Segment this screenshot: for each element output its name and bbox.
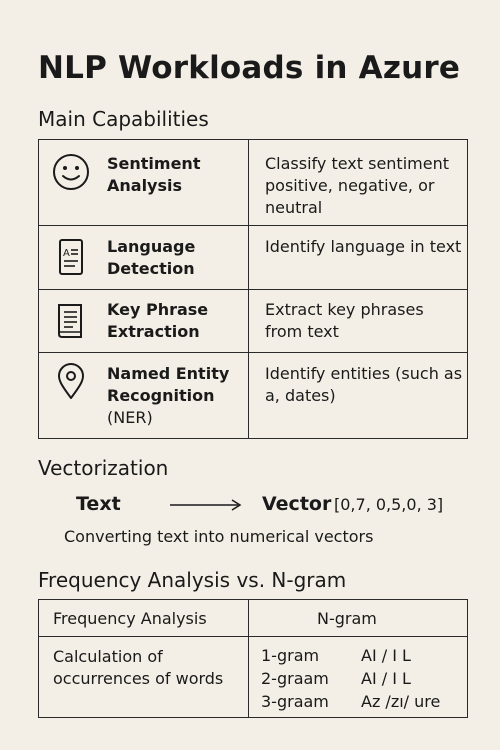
- ngram-size: 3-graam: [261, 692, 329, 711]
- ngram-size: 1-gram: [261, 646, 320, 665]
- arrow-right-icon: [170, 497, 242, 513]
- smiley-face-icon: [51, 152, 91, 192]
- capability-row-language: [39, 226, 467, 290]
- capability-row-sentiment: [39, 140, 467, 226]
- ngram-size: 2-graam: [261, 669, 329, 688]
- document-language-icon: [51, 237, 91, 277]
- ngram-row: [261, 669, 461, 692]
- ngram-example: AI / I L: [361, 646, 411, 665]
- ngram-row: [261, 692, 461, 715]
- capability-row-ner: [39, 353, 467, 438]
- capability-name-suffix: (NER): [107, 408, 153, 427]
- frequency-heading: Frequency Analysis vs. N-gram: [38, 568, 347, 592]
- vector-example-values: [0,7, 0,5,0, 3]: [334, 495, 444, 514]
- frequency-table: [38, 599, 468, 718]
- capability-name-text: Named Entity Recognition: [107, 364, 230, 405]
- column-header-ngram: N-gram: [317, 609, 377, 628]
- ngram-example: Az /zı/ ure: [361, 692, 441, 711]
- capability-description: Classify text sentiment positive, negative, or neutral: [265, 154, 449, 217]
- frequency-description: Calculation of occurrences of words: [53, 647, 224, 688]
- ngram-list: [261, 646, 461, 715]
- capability-description: Identify entities (such as a, dates): [265, 364, 463, 405]
- vectorization-heading: Vectorization: [38, 456, 169, 480]
- vectorization-input-label: Text: [76, 493, 121, 515]
- capability-name: Sentiment Analysis: [107, 154, 201, 195]
- capabilities-heading: Main Capabilities: [38, 107, 209, 131]
- capability-name: Language Detection: [107, 237, 196, 278]
- vectorization-output-label: Vector: [262, 493, 332, 515]
- ngram-example: AI / I L: [361, 669, 411, 688]
- capabilities-table: [38, 139, 468, 439]
- ngram-row: [261, 646, 461, 669]
- capability-name: [107, 363, 242, 429]
- location-pin-icon: [51, 362, 91, 402]
- capability-description: Identify language in text: [265, 237, 462, 256]
- capability-description: Extract key phrases from text: [265, 300, 424, 341]
- capability-row-keyphrase: [39, 290, 467, 353]
- column-header-frequency: Frequency Analysis: [53, 609, 207, 628]
- vectorization-caption: Converting text into numerical vectors: [64, 527, 374, 546]
- svg-text:A: A: [63, 248, 70, 259]
- book-lines-icon: [51, 301, 91, 341]
- page-title: NLP Workloads in Azure: [38, 50, 461, 86]
- capability-name: Key Phrase Extraction: [107, 300, 209, 341]
